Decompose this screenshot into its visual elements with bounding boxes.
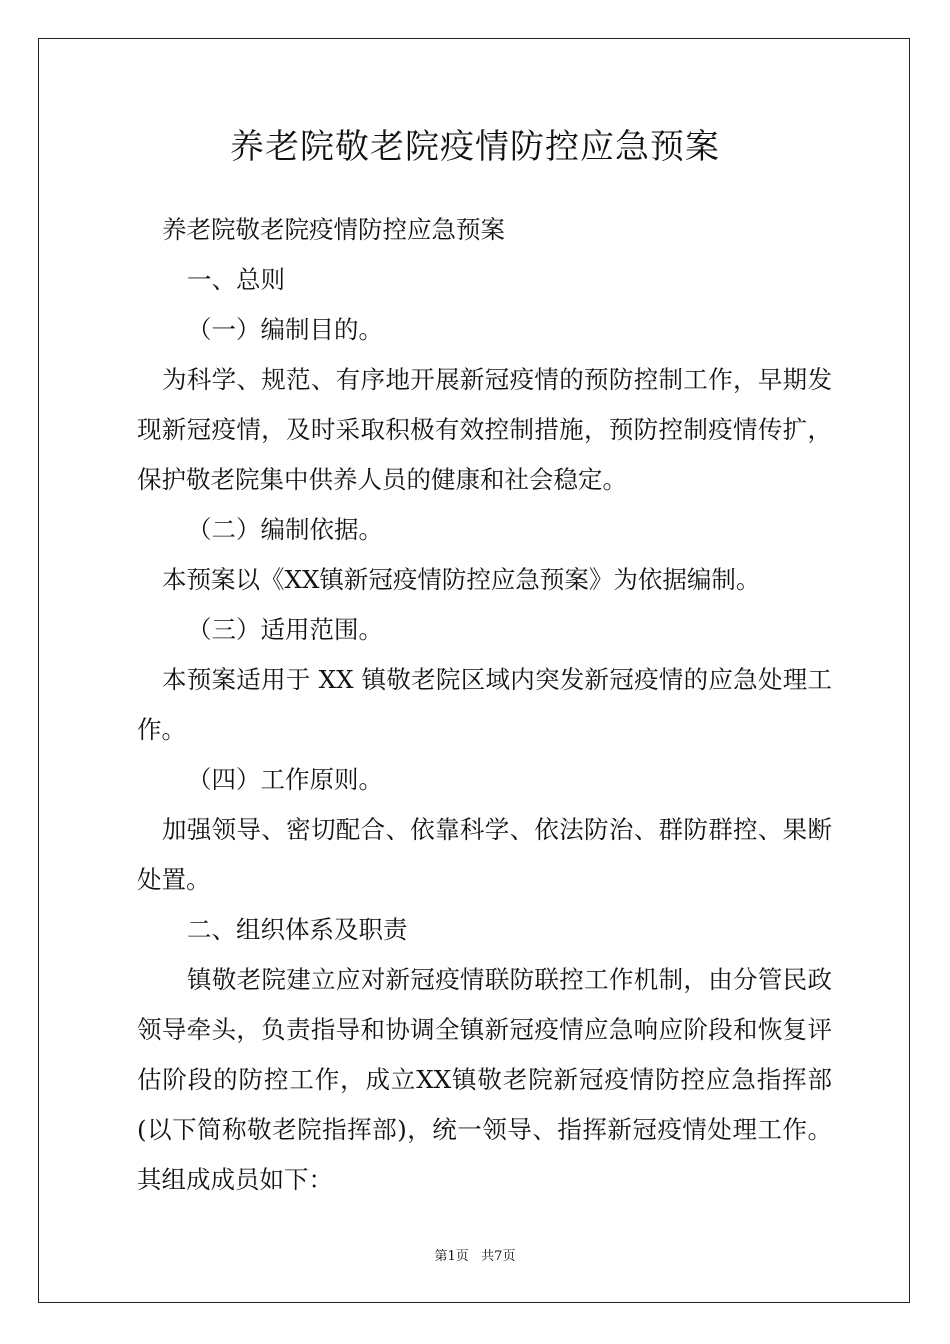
paragraph-basis: 本预案以《XX镇新冠疫情防控应急预案》为依据编制。 (162, 565, 761, 594)
page-number: 第1页 共7页 (434, 1249, 516, 1264)
document-title: 养老院敬老院疫情防控应急预案 (230, 127, 720, 167)
heading-principles: （四）工作原则。 (187, 765, 383, 794)
heading-basis: （二）编制依据。 (187, 515, 383, 544)
paragraph-principles: 加强领导、密切配合、依靠科学、依法防治、群防群控、果断处置。 (137, 815, 832, 894)
paragraph-organization: 镇敬老院建立应对新冠疫情联防联控工作机制，由分管民政领导牵头，负责指导和协调全镇新冠疫情应急响应阶段和恢复评估阶段的防控工作，成立XX镇敬老院新冠疫情防控应急指挥部(以下简称敬老院指挥部)，统一领导、指挥新冠疫情处理工作。其组成成员如下： (137, 965, 832, 1194)
paragraph-scope: 本预案适用于 XX 镇敬老院区域内突发新冠疫情的应急处理工作。 (137, 665, 832, 744)
paragraph-subtitle: 养老院敬老院疫情防控应急预案 (162, 215, 505, 244)
heading-organization: 二、组织体系及职责 (187, 915, 408, 944)
heading-purpose: （一）编制目的。 (187, 315, 383, 344)
paragraph-purpose: 为科学、规范、有序地开展新冠疫情的预防控制工作，早期发现新冠疫情，及时采取积极有效控制措施，预防控制疫情传扩，保护敬老院集中供养人员的健康和社会稳定。 (137, 365, 832, 494)
heading-scope: （三）适用范围。 (187, 615, 383, 644)
heading-general-provisions: 一、总则 (187, 265, 285, 294)
document-body (137, 205, 832, 1205)
